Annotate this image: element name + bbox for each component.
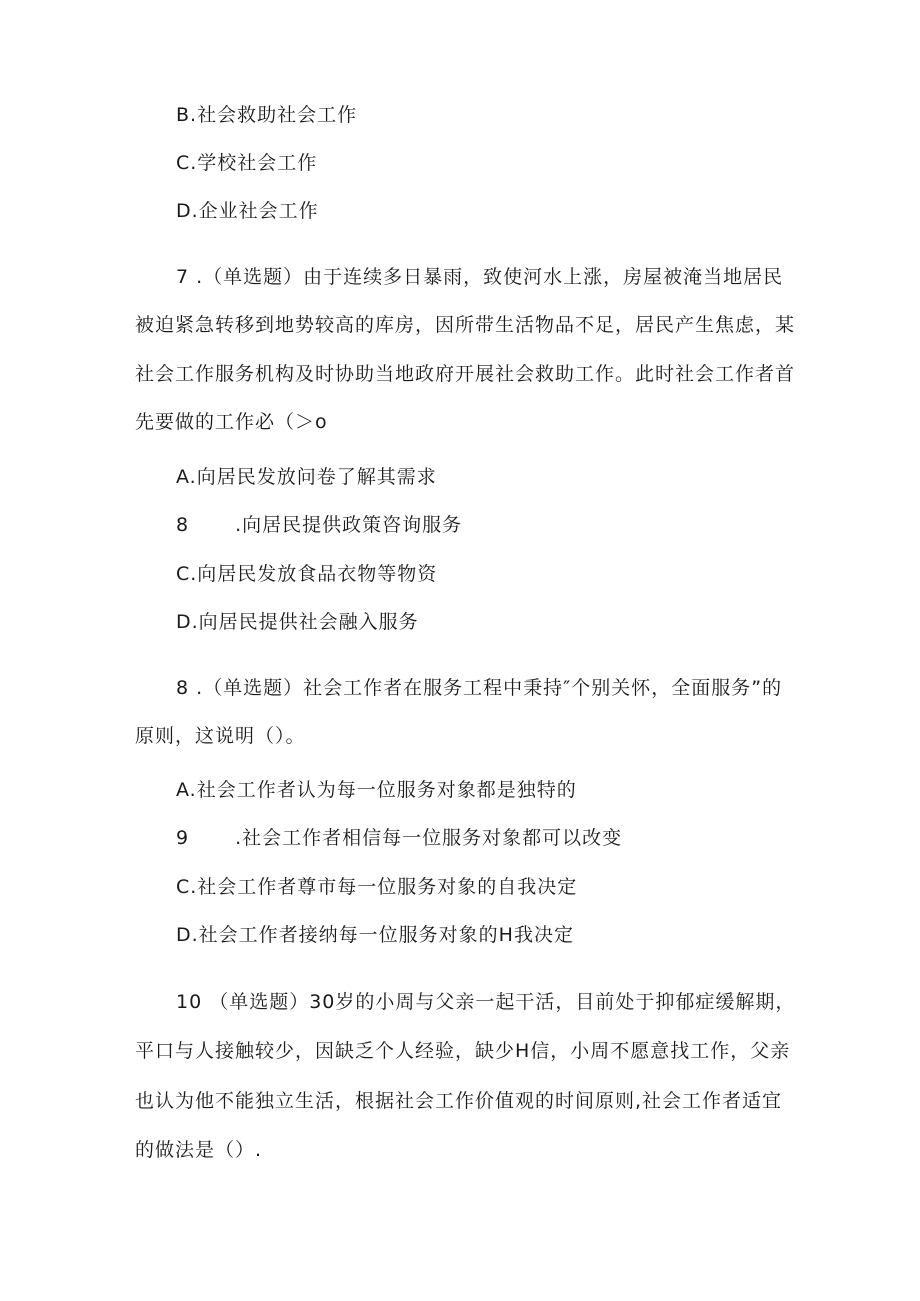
question-8-option-a: A.社会工作者认为每一位服务对象都是独特的: [176, 779, 577, 801]
option-text: .向居民提供政策咨询服务: [235, 514, 463, 536]
question-8-option-c: C.社会工作者尊市每一位服务对象的自我决定: [176, 876, 578, 898]
question-7-option-a: A.向居民发放问卷了解其需求: [176, 466, 437, 488]
option-number: 9: [176, 827, 190, 849]
option-number: 8: [176, 514, 190, 536]
question-8-option-d: D.社会工作者接纳每一位服务对象的H我决定: [176, 924, 574, 946]
question-8-line-1: 8 .（单选题）社会工作者在服务工程中秉持″个别关怀，全面服务”的: [176, 677, 783, 699]
question-10-line-3: 也认为他不能独立生活，根据社会工作价值观的时间原则,社会工作者适宜: [135, 1090, 783, 1112]
question-8-line-2: 原则，这说明（）。: [135, 725, 306, 747]
option-c: C.学校社会工作: [176, 152, 318, 174]
question-10-line-4: 的做法是（）.: [135, 1139, 263, 1161]
question-7-line-4: 先要做的工作必（＞o: [135, 411, 328, 433]
question-7-option-c: C.向居民发放食品衣物等物资: [176, 563, 438, 585]
option-d: D.企业社会工作: [176, 200, 319, 222]
question-8-option-b: [176, 826, 622, 850]
question-10-line-1: 10 （单选题）30岁的小周与父亲一起干活，目前处于抑郁症缓解期，: [176, 991, 796, 1013]
question-7-option-b: [176, 513, 462, 537]
question-7-line-3: 社会工作服务机构及时协助当地政府开展社会救助工作。此时社会工作者首: [135, 363, 796, 385]
option-b: B.社会救助社会工作: [176, 104, 358, 126]
question-7-line-1: 7 .（单选题）由于连续多日暴雨，致使河水上涨，房屋被淹当地居民: [176, 266, 784, 288]
question-7-line-2: 被迫紧急转移到地势较高的库房，因所带生活物品不足，居民产生焦虑，某: [135, 314, 796, 336]
question-10-line-2: 平口与人接触较少，因缺乏个人经验，缺少H信，小周不愿意找工作，父亲: [135, 1040, 791, 1062]
option-text: .社会工作者相信每一位服务对象都可以改变: [235, 827, 623, 849]
question-7-option-d: D.向居民提供社会融入服务: [176, 611, 419, 633]
